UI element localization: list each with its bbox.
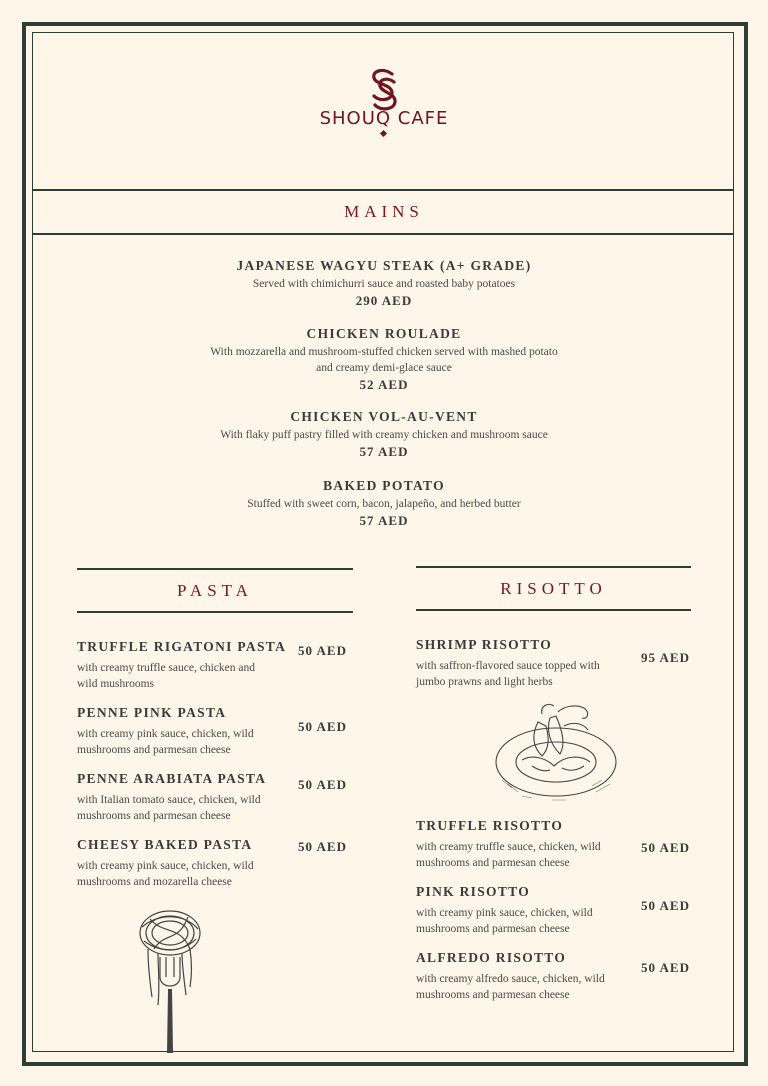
item-desc: with creamy pink sauce, chicken, wild mushrooms and mozarella cheese	[77, 860, 254, 888]
item-name: SHRIMP RISOTTO	[416, 637, 553, 652]
mains-title: MAINS	[344, 202, 424, 221]
item-desc: Served with chimichurri sauce and roasted baby potatoes	[252, 278, 516, 290]
pasta-divider-bottom	[77, 611, 353, 613]
mains-item	[100, 476, 668, 530]
risotto-item	[416, 817, 631, 871]
item-desc: Stuffed with sweet corn, bacon, jalapeño, and herbed butter	[247, 498, 521, 510]
item-price: 57 AED	[359, 513, 409, 528]
item-desc: with saffron-flavored sauce topped with jumbo prawns and light herbs	[416, 660, 600, 688]
pasta-item	[77, 836, 292, 890]
pasta-title: PASTA	[177, 581, 253, 600]
item-desc: With flaky puff pastry filled with creamy chicken and mushroom sauce	[220, 429, 548, 441]
item-name: TRUFFLE RISOTTO	[416, 818, 564, 833]
item-price: 50 AED	[641, 898, 690, 913]
item-price: 57 AED	[359, 444, 409, 459]
item-desc: With mozzarella and mushroom-stuffed chicken served with mashed potato and creamy demi-glace sauce	[210, 346, 558, 374]
item-desc: with creamy alfredo sauce, chicken, wild mushrooms and parmesan cheese	[416, 973, 605, 1001]
item-price: 50 AED	[641, 960, 690, 975]
pasta-item	[77, 638, 292, 692]
pasta-divider-top	[77, 568, 353, 570]
risotto-item	[416, 949, 631, 1003]
brand-name: SHOUQ CAFE	[319, 108, 449, 129]
risotto-item	[416, 883, 631, 937]
mains-item	[100, 407, 668, 461]
item-desc: with creamy truffle sauce, chicken, wild mushrooms and parmesan cheese	[416, 841, 601, 869]
risotto-title: RISOTTO	[500, 579, 607, 598]
item-price: 50 AED	[298, 719, 347, 734]
divider-bottom	[32, 233, 734, 235]
item-price: 95 AED	[641, 650, 690, 665]
item-price: 52 AED	[359, 377, 409, 392]
item-name: BAKED POTATO	[323, 478, 445, 493]
item-desc: with creamy truffle sauce, chicken and wild mushrooms	[77, 662, 255, 690]
item-name: CHICKEN VOL-AU-VENT	[290, 409, 478, 424]
item-desc: with creamy pink sauce, chicken, wild mushrooms and parmesan cheese	[77, 728, 254, 756]
risotto-item	[416, 636, 631, 690]
item-price: 50 AED	[298, 839, 347, 854]
spaghetti-fork-icon	[130, 905, 210, 1055]
item-name: PINK RISOTTO	[416, 884, 531, 899]
item-name: PENNE PINK PASTA	[77, 705, 227, 720]
item-price: 290 AED	[355, 293, 413, 308]
item-name: PENNE ARABIATA PASTA	[77, 771, 267, 786]
risotto-divider-top	[416, 566, 691, 568]
item-name: TRUFFLE RIGATONI PASTA	[77, 639, 287, 654]
item-name: ALFREDO RISOTTO	[416, 950, 567, 965]
item-price: 50 AED	[298, 643, 347, 658]
item-desc: with Italian tomato sauce, chicken, wild mushrooms and parmesan cheese	[77, 794, 261, 822]
item-price: 50 AED	[641, 840, 690, 855]
item-name: CHEESY BAKED PASTA	[77, 837, 253, 852]
risotto-divider-bottom	[416, 609, 691, 611]
pasta-item	[77, 770, 292, 824]
item-name: JAPANESE WAGYU STEAK (A+ GRADE)	[236, 258, 532, 273]
item-price: 50 AED	[298, 777, 347, 792]
mains-item	[100, 256, 668, 310]
pasta-item	[77, 704, 292, 758]
divider-top	[32, 189, 734, 191]
item-name: CHICKEN ROULADE	[306, 326, 462, 341]
shrimp-risotto-plate-icon	[492, 700, 622, 805]
mains-item	[208, 324, 560, 394]
item-desc: with creamy pink sauce, chicken, wild mushrooms and parmesan cheese	[416, 907, 593, 935]
